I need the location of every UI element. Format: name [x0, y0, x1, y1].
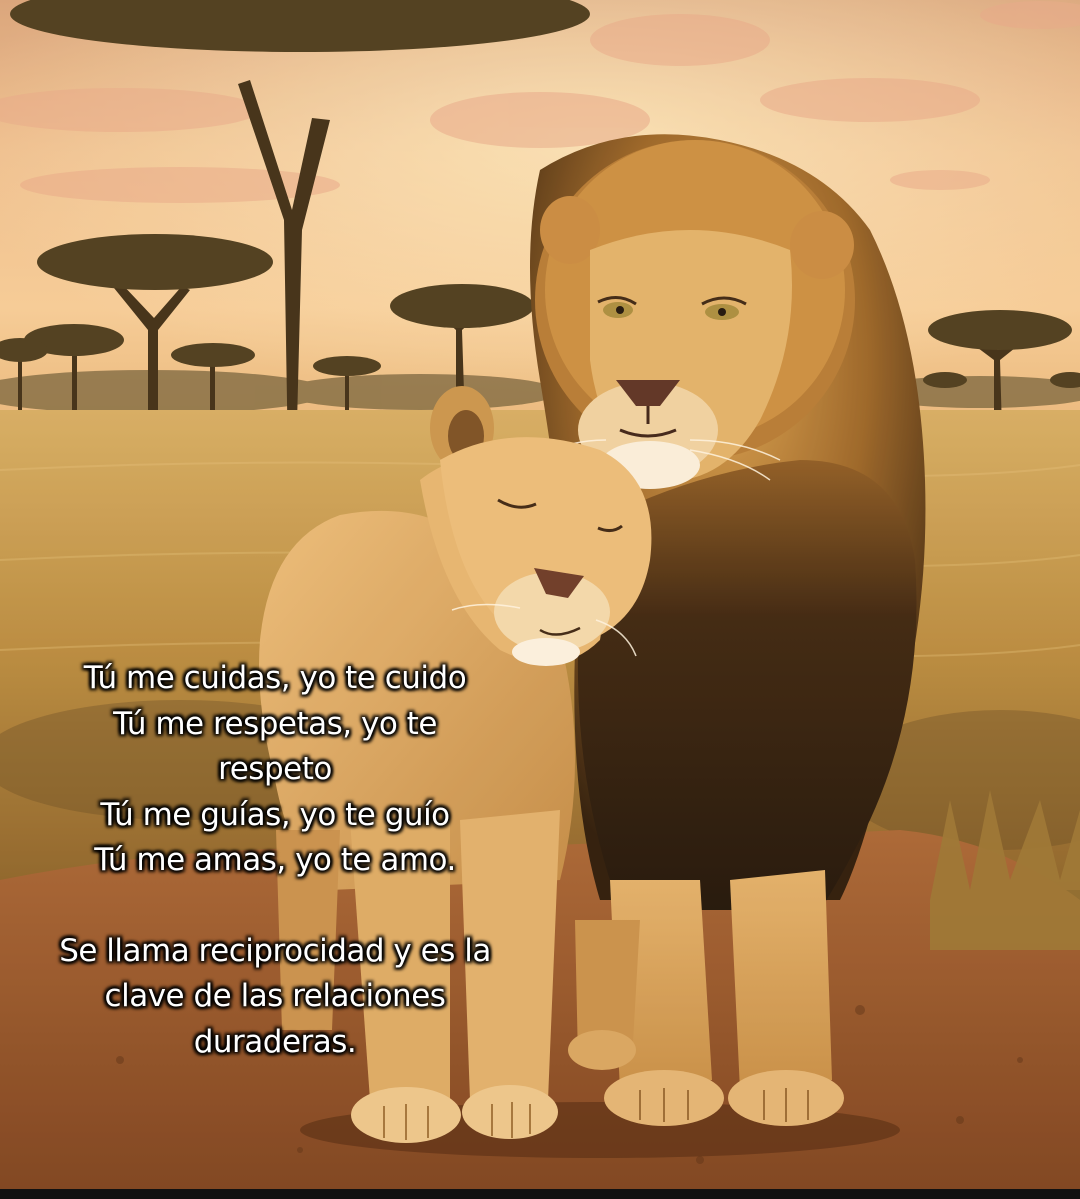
closing-line-1: Se llama reciprocidad y es la: [59, 932, 491, 969]
quote-text: [20, 656, 530, 1065]
closing-line-3: duraderas.: [193, 1023, 357, 1060]
quote-line-1: Tú me cuidas, yo te cuido: [83, 660, 467, 696]
quote-line-5: Tú me amas, yo te amo.: [94, 842, 456, 878]
closing-line-2: clave de las relaciones: [104, 978, 446, 1014]
quote-line-4: Tú me guías, yo te guío: [100, 796, 450, 833]
quote-line-2: Tú me respetas, yo te: [113, 705, 437, 742]
quote-line-3: respeto: [218, 751, 332, 787]
bottom-edge-bar: [0, 1189, 1080, 1199]
quote-spacer: [20, 884, 530, 929]
